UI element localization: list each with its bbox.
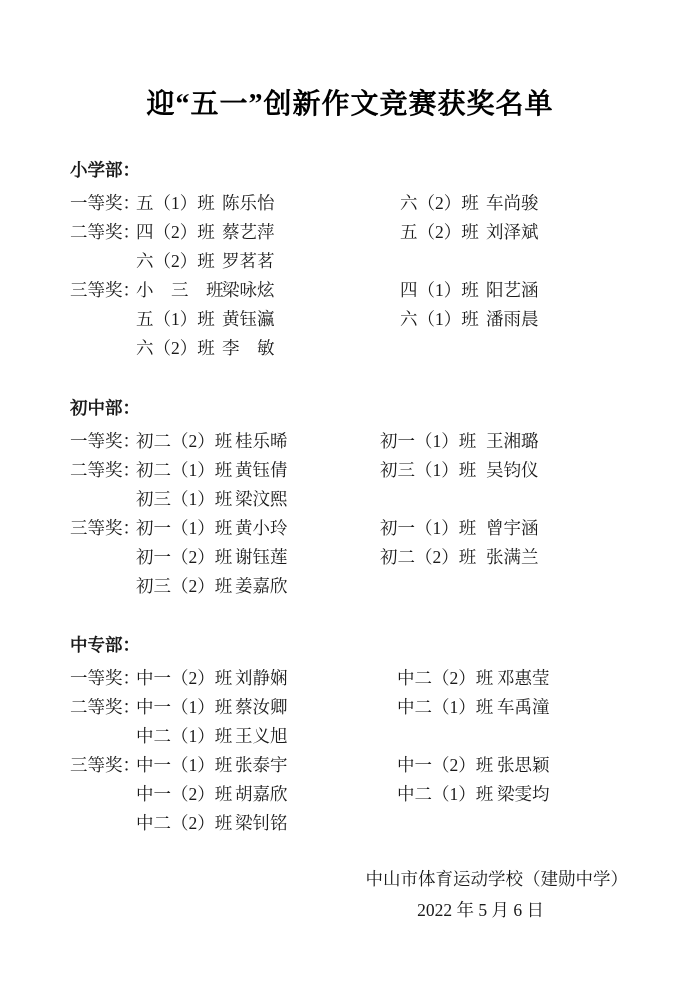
section-heading: 小学部： [70,160,140,180]
student-name: 刘泽斌 [486,222,539,242]
section-heading: 中专部： [70,635,140,655]
footer-school: 中山市体育运动学校（建勋中学） [365,869,628,889]
class-label: 中二（1）班 [397,784,494,804]
student-name: 姜嘉欣 [235,576,288,596]
student-name: 桂乐晞 [235,431,288,451]
award-row [70,543,630,572]
award-row [70,276,630,305]
class-label: 六（2）班 [400,193,479,213]
award-row [70,664,630,693]
footer [0,864,700,926]
prize-label: 二等奖： [70,222,140,242]
class-label: 中一（2）班 [136,668,233,688]
student-name: 梁钊铭 [235,813,288,833]
student-name: 谢钰莲 [235,547,288,567]
class-label: 初二（2）班 [136,431,233,451]
student-name: 黄小玲 [235,518,288,538]
student-name: 邓惠莹 [497,668,550,688]
award-row [70,334,630,363]
class-label: 初二（2）班 [380,547,477,567]
class-label: 五（1）班 [136,309,215,329]
class-label: 四（1）班 [400,280,479,300]
document-title: 迎“五一”创新作文竞赛获奖名单 [146,89,554,120]
class-label: 初一（1）班 [380,431,477,451]
award-section [70,156,630,363]
award-row [70,189,630,218]
student-name: 张泰宇 [235,755,288,775]
award-row [70,218,630,247]
prize-label: 一等奖： [70,431,140,451]
student-name: 黄钰倩 [235,460,288,480]
student-name: 李 敏 [222,338,275,358]
prize-label: 一等奖： [70,668,140,688]
award-row [70,780,630,809]
footer-date: 2022 年 5 月 6 日 [417,900,544,920]
prize-label: 二等奖： [70,460,140,480]
class-label: 五（2）班 [400,222,479,242]
student-name: 陈乐怡 [222,193,275,213]
student-name: 潘雨晨 [486,309,539,329]
student-name: 王湘璐 [486,431,539,451]
class-label: 中二（2）班 [136,813,233,833]
award-row [70,456,630,485]
student-name: 黄钰瀛 [222,309,275,329]
class-label: 初一（1）班 [380,518,477,538]
prize-label: 三等奖： [70,280,140,300]
student-name: 阳艺涵 [486,280,539,300]
award-row [70,427,630,456]
class-label: 初二（1）班 [136,460,233,480]
award-row [70,751,630,780]
award-row [70,305,630,334]
student-name: 曾宇涵 [486,518,539,538]
award-row [70,485,630,514]
prize-label: 三等奖： [70,755,140,775]
student-name: 张思颖 [497,755,550,775]
student-name: 罗茗茗 [222,251,275,271]
student-name: 吴钧仪 [486,460,539,480]
student-name: 蔡艺萍 [222,222,275,242]
class-label: 中一（1）班 [136,697,233,717]
class-label: 六（2）班 [136,251,215,271]
class-label: 初一（2）班 [136,547,233,567]
student-name: 车禹潼 [497,697,550,717]
class-label: 中二（1）班 [136,726,233,746]
prize-label: 二等奖： [70,697,140,717]
class-label: 初三（1）班 [380,460,477,480]
student-name: 蔡汝卿 [235,697,288,717]
class-label: 初三（2）班 [136,576,233,596]
prize-label: 一等奖： [70,193,140,213]
class-label: 初三（1）班 [136,489,233,509]
award-section [70,394,630,601]
class-label: 小 三 班 [136,280,224,300]
award-row [70,722,630,751]
award-section [70,631,630,838]
class-label: 六（2）班 [136,338,215,358]
student-name: 刘静娴 [235,668,288,688]
award-row [70,514,630,543]
student-name: 梁汶熙 [235,489,288,509]
award-row [70,247,630,276]
class-label: 五（1）班 [136,193,215,213]
student-name: 车尚骏 [486,193,539,213]
student-name: 张满兰 [486,547,539,567]
award-row [70,809,630,838]
award-sections [0,156,700,838]
class-label: 中一（1）班 [136,755,233,775]
award-row [70,572,630,601]
student-name: 胡嘉欣 [235,784,288,804]
class-label: 初一（1）班 [136,518,233,538]
class-label: 中一（2）班 [136,784,233,804]
student-name: 梁咏炫 [222,280,275,300]
student-name: 梁雯均 [497,784,550,804]
prize-label: 三等奖： [70,518,140,538]
section-heading: 初中部： [70,398,140,418]
award-row [70,693,630,722]
class-label: 四（2）班 [136,222,215,242]
student-name: 王义旭 [235,726,288,746]
class-label: 中一（2）班 [397,755,494,775]
class-label: 中二（1）班 [397,697,494,717]
class-label: 六（1）班 [400,309,479,329]
class-label: 中二（2）班 [397,668,494,688]
